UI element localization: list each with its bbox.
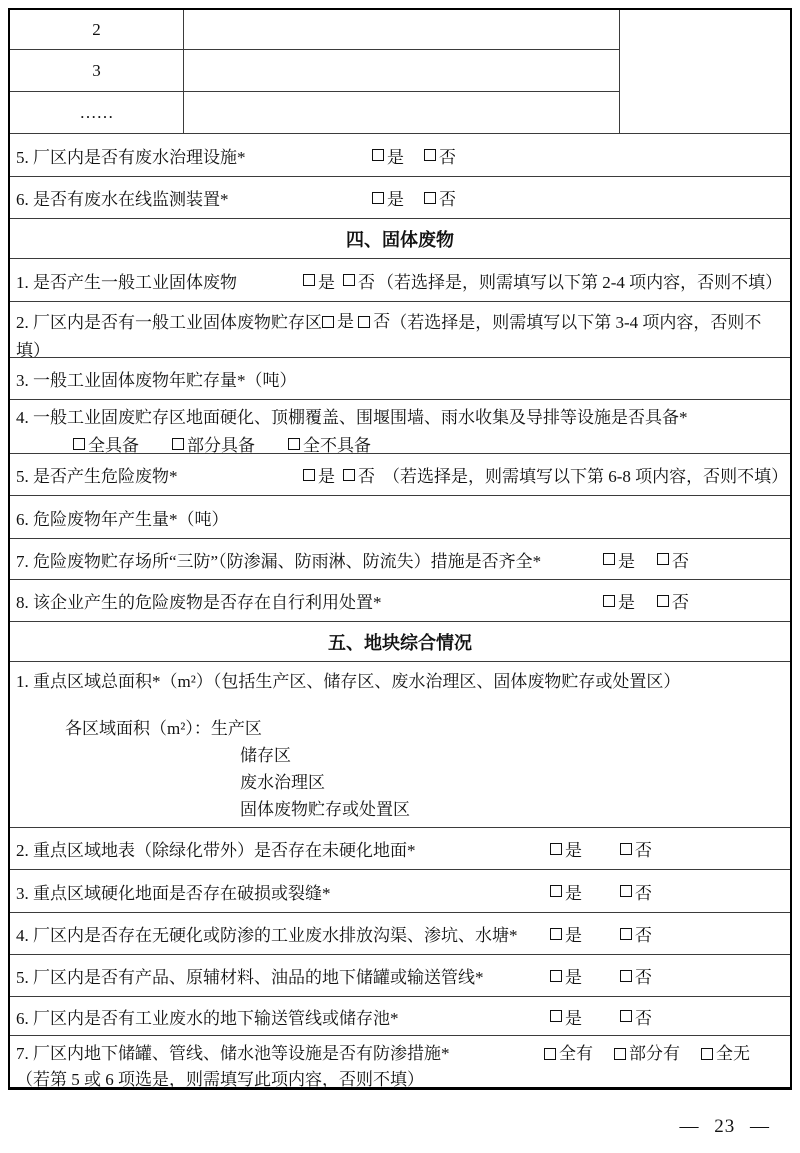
checkbox-no[interactable]: [343, 274, 355, 286]
checkbox-label: 部分具备: [187, 436, 255, 455]
checkbox-yes[interactable]: [603, 553, 615, 565]
checkbox-no[interactable]: [620, 1010, 632, 1022]
checkbox-partial[interactable]: [172, 438, 184, 450]
option-no: [620, 963, 652, 988]
option-no: [343, 268, 375, 293]
option-yes: [372, 143, 404, 168]
row-s5-q7: [10, 1035, 790, 1087]
checkbox-no[interactable]: [657, 553, 669, 565]
row-value-cell[interactable]: [184, 50, 620, 92]
options-group: [372, 177, 456, 218]
option-no: [657, 547, 689, 572]
checkbox-label: 部分有: [629, 1044, 680, 1063]
checkbox-no[interactable]: [424, 149, 436, 161]
row-index-cell: 2: [10, 10, 184, 50]
checkbox-label: 否: [439, 190, 456, 209]
checkbox-no[interactable]: [424, 192, 436, 204]
row-s5-q2: [10, 827, 790, 869]
checkbox-label: 是: [387, 190, 404, 209]
sub-area-item: 生产区: [210, 719, 262, 738]
checkbox-partial[interactable]: [614, 1048, 626, 1060]
checkbox-label: 否: [672, 551, 689, 571]
question-label: 5. 厂区内是否有产品、原辅材料、油品的地下储罐或输送管线*: [16, 968, 484, 987]
checkbox-no[interactable]: [620, 928, 632, 940]
section-title: 四、固体废物: [346, 229, 454, 250]
checkbox-no[interactable]: [343, 469, 355, 481]
checkbox-label: 是: [387, 147, 404, 167]
option-no: [620, 879, 652, 904]
options-group: [303, 259, 782, 301]
checkbox-no[interactable]: [657, 595, 669, 607]
question-label: 8. 该企业产生的危险废物是否存在自行利用处置*: [16, 593, 382, 612]
row-s4-q8: [10, 579, 790, 621]
option-yes: [550, 836, 582, 861]
sub-area-item: 废水治理区: [240, 773, 325, 792]
checkbox-label: 是: [565, 841, 582, 860]
checkbox-yes[interactable]: [603, 595, 615, 607]
sub-area-line: [65, 715, 790, 742]
checkbox-all[interactable]: [73, 438, 85, 450]
option-yes: [303, 268, 335, 293]
question-line: [10, 1036, 790, 1067]
checkbox-label: 否: [635, 1008, 652, 1028]
checkbox-label: 是: [565, 1008, 582, 1028]
row-index-cell: 3: [10, 50, 184, 92]
row-s4-q1: [10, 258, 790, 301]
row-s5-q5: [10, 954, 790, 996]
condition-note: （若选择是，则需填写以下第 3-4 项内容，否则不填）: [16, 313, 762, 360]
option-no: [620, 921, 652, 946]
row-s4-q2: [10, 301, 790, 360]
options-group: [550, 870, 652, 912]
checkbox-label: 是: [337, 312, 354, 331]
checkbox-label: 全不具备: [303, 436, 371, 455]
question-label: 4. 厂区内是否存在无硬化或防渗的工业废水排放沟渠、渗坑、水塘*: [16, 926, 518, 945]
option-yes: [372, 185, 404, 210]
option-no: [358, 308, 390, 336]
option-yes: [603, 588, 635, 613]
section5-header: [10, 621, 790, 661]
sub-area-item: 固体废物贮存或处置区: [240, 800, 410, 819]
option-yes: [550, 879, 582, 904]
checkbox-yes[interactable]: [550, 970, 562, 982]
checkbox-label: 是: [565, 926, 582, 945]
checkbox-yes[interactable]: [322, 316, 334, 328]
question-label: 3. 重点区域硬化地面是否存在破损或裂缝*: [16, 883, 331, 903]
question-label: 4. 一般工业固废贮存区地面硬化、顶棚覆盖、围堰围墙、雨水收集及导排等设施是否具备*: [16, 408, 688, 427]
row-s5-q6: [10, 996, 790, 1035]
question-label: 1. 重点区域总面积*（m²）（包括生产区、储存区、废水治理区、固体废物贮存或处置区）: [16, 672, 681, 691]
option-no: [620, 1004, 652, 1029]
question-label: 5. 厂区内是否有废水治理设施*: [16, 147, 246, 167]
sub-area-item: 储存区: [240, 746, 291, 765]
condition-note: （若第 5 或 6 项选是，则需填写此项内容，否则不填）: [16, 1070, 424, 1089]
checkbox-none[interactable]: [701, 1048, 713, 1060]
checkbox-label: 否: [358, 272, 375, 292]
question-label: 5. 是否产生危险废物*: [16, 467, 178, 486]
checkbox-yes[interactable]: [303, 274, 315, 286]
options-group: [603, 539, 689, 579]
checkbox-yes[interactable]: [372, 192, 384, 204]
question-label: 1. 是否产生一般工业固体废物: [16, 272, 237, 292]
checkbox-label: 否: [635, 841, 652, 860]
checkbox-label: 是: [318, 272, 335, 292]
checkbox-yes[interactable]: [550, 1010, 562, 1022]
option-yes: [550, 921, 582, 946]
checkbox-no[interactable]: [620, 843, 632, 855]
option-no: [424, 143, 456, 168]
options-group: [550, 955, 652, 996]
checkbox-label: 否: [373, 312, 391, 331]
condition-note: （若选择是，则需填写以下第 6-8 项内容，否则不填）: [383, 467, 789, 486]
option-no: [620, 836, 652, 861]
question-label: 6. 是否有废水在线监测装置*: [16, 190, 229, 209]
option-yes: [603, 547, 635, 572]
checkbox-label: 全无: [716, 1044, 750, 1063]
row-wastewater-q5: [10, 133, 790, 176]
option-yes: [550, 1004, 582, 1029]
row-s5-q4: [10, 912, 790, 954]
checkbox-yes[interactable]: [550, 843, 562, 855]
row-s5-q1: [10, 661, 790, 827]
checkbox-all[interactable]: [544, 1048, 556, 1060]
checkbox-label: 是: [618, 551, 635, 571]
side-merged-cell[interactable]: [620, 10, 790, 133]
row-s4-q4: [10, 399, 790, 453]
option-yes: [303, 462, 335, 487]
checkbox-label: 是: [318, 467, 335, 486]
section-title: 五、地块综合情况: [328, 632, 472, 653]
checkbox-label: 是: [565, 968, 582, 987]
question-label: 7. 厂区内地下储罐、管线、储水池等设施是否有防渗措施*: [16, 1044, 450, 1063]
checkbox-yes[interactable]: [372, 149, 384, 161]
condition-note: （若选择是，则需填写以下第 2-4 项内容，否则不填）: [377, 272, 783, 292]
question-label: 6. 厂区内是否有工业废水的地下输送管线或储存池*: [16, 1008, 399, 1028]
option-partial: [614, 1040, 680, 1067]
sub-area-label: 各区域面积（m²）：: [65, 719, 211, 738]
options-group: [303, 454, 788, 495]
page-number: — 23 —: [679, 1116, 770, 1137]
row-s4-q7: [10, 538, 790, 579]
question-label: 2. 重点区域地表（除绿化带外）是否存在未硬化地面*: [16, 841, 416, 860]
checkbox-label: 否: [439, 147, 456, 167]
checkbox-no[interactable]: [620, 885, 632, 897]
options-group: [603, 580, 689, 621]
checkbox-yes[interactable]: [303, 469, 315, 481]
question-label: 6. 危险废物年产生量*（吨）: [16, 509, 229, 529]
question-label: 3. 一般工业固体废物年贮存量*（吨）: [16, 371, 297, 390]
checkbox-label: 是: [565, 883, 582, 903]
row-value-cell[interactable]: [184, 92, 620, 133]
options-group: [372, 134, 456, 176]
option-no: [343, 462, 375, 487]
row-s4-q6: [10, 495, 790, 538]
checkbox-no[interactable]: [620, 970, 632, 982]
options-group: [550, 828, 652, 869]
question-label: 7. 危险废物贮存场所“三防”（防渗漏、防雨淋、防流失）措施是否齐全*: [16, 551, 542, 571]
question-label: 2. 厂区内是否有一般工业固体废物贮存区: [16, 313, 322, 332]
row-s4-q5: [10, 453, 790, 495]
row-value-cell[interactable]: [184, 10, 620, 50]
checkbox-label: 否: [672, 593, 689, 612]
checkbox-label: 否: [635, 883, 652, 903]
option-none: [701, 1040, 750, 1067]
row-index-cell: ……: [10, 92, 184, 133]
checkbox-label: 全有: [559, 1044, 593, 1063]
options-group: [550, 997, 652, 1035]
checkbox-label: 否: [358, 467, 375, 486]
option-all: [544, 1040, 593, 1067]
section4-header: [10, 218, 790, 258]
continuation-table: [10, 10, 790, 133]
checkbox-no[interactable]: [358, 316, 370, 328]
row-s5-q3: [10, 869, 790, 912]
checkbox-yes[interactable]: [550, 928, 562, 940]
row-s4-q3: [10, 357, 790, 399]
option-no: [424, 185, 456, 210]
checkbox-label: 全具备: [88, 436, 139, 455]
checkbox-label: 否: [635, 968, 652, 987]
checkbox-yes[interactable]: [550, 885, 562, 897]
options-group: [550, 913, 652, 954]
option-no: [657, 588, 689, 613]
row-wastewater-q6: [10, 176, 790, 218]
options-group: [544, 1040, 750, 1067]
checkbox-label: 是: [618, 593, 635, 612]
checkbox-label: 否: [635, 926, 652, 945]
option-yes: [550, 963, 582, 988]
checkbox-none[interactable]: [288, 438, 300, 450]
option-yes: [322, 308, 354, 336]
form-table: [8, 8, 792, 1090]
